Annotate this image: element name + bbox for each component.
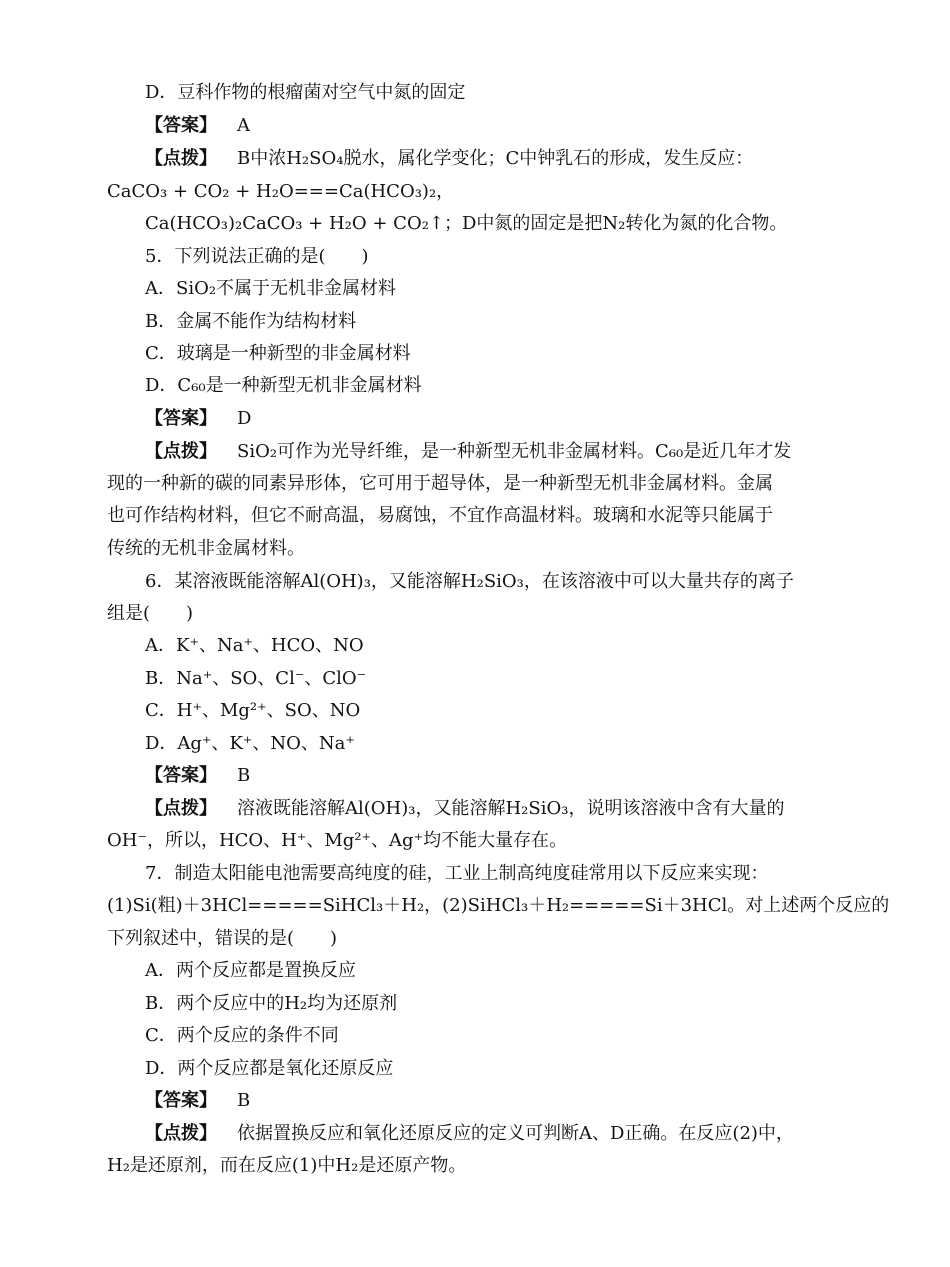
option-5c: C．玻璃是一种新型的非金属材料 (145, 343, 411, 364)
hint-text: SiO₂可作为光导纤维，是一种新型无机非金属材料。C₆₀是近几年才发 (237, 441, 792, 462)
hint-label: 【点拨】 (145, 1123, 217, 1144)
question-7-line2: (1)Si(粗)＋3HCl=====SiHCl₃＋H₂，(2)SiHCl₃＋H₂=====Si＋3HCl。对上述两个反应的 (107, 895, 890, 916)
hint-6-line1 (145, 796, 784, 822)
option-7c: C．两个反应的条件不同 (145, 1025, 339, 1046)
hint-text: 依据置换反应和氧化还原反应的定义可判断A、D正确。在反应(2)中， (237, 1123, 794, 1144)
question-5: 5．下列说法正确的是( ) (145, 246, 369, 267)
hint-text: B中浓H₂SO₄脱水，属化学变化；C中钟乳石的形成，发生反应： (237, 148, 754, 169)
hint-7-line1 (145, 1121, 794, 1147)
answer-label: 【答案】 (145, 408, 217, 429)
hint-7-line2: H₂是还原剂，而在反应(1)中H₂是还原产物。 (107, 1155, 467, 1176)
hint-5-line3: 也可作结构材料，但它不耐高温，易腐蚀，不宜作高温材料。玻璃和水泥等只能属于 (107, 505, 773, 526)
option-4d: D．豆科作物的根瘤菌对空气中氮的固定 (145, 82, 466, 103)
answer-label: 【答案】 (145, 765, 217, 786)
answer-value: D (237, 408, 252, 429)
hint-4-line1 (145, 146, 753, 172)
answer-label: 【答案】 (145, 115, 217, 136)
hint-5-line1 (145, 439, 791, 465)
answer-4 (145, 113, 250, 139)
answer-5 (145, 406, 251, 432)
answer-value: B (237, 765, 251, 786)
hint-label: 【点拨】 (145, 441, 217, 462)
answer-6 (145, 763, 250, 789)
question-6-line2: 组是( ) (107, 603, 194, 624)
option-7a: A．两个反应都是置换反应 (145, 960, 356, 981)
hint-4-line3: Ca(HCO₃)₂CaCO₃ + H₂O + CO₂↑；D中氮的固定是把N₂转化为氮的化合物。 (145, 213, 788, 234)
option-5d: D．C₆₀是一种新型无机非金属材料 (145, 375, 422, 396)
option-5a: A．SiO₂不属于无机非金属材料 (145, 278, 397, 299)
hint-label: 【点拨】 (145, 798, 217, 819)
option-6d: D．Ag⁺、K⁺、NO、Na⁺ (145, 733, 355, 754)
hint-text: 溶液既能溶解Al(OH)₃，又能溶解H₂SiO₃，说明该溶液中含有大量的 (237, 798, 785, 819)
answer-value: A (237, 115, 250, 136)
hint-6-line2: OH⁻，所以，HCO、H⁺、Mg²⁺、Ag⁺均不能大量存在。 (107, 830, 568, 851)
option-7b: B．两个反应中的H₂均为还原剂 (145, 993, 398, 1014)
hint-5-line2: 现的一种新的碳的同素异形体，它可用于超导体，是一种新型无机非金属材料。金属 (107, 473, 773, 494)
hint-4-line2: CaCO₃ + CO₂ + H₂O===Ca(HCO₃)₂， (107, 181, 455, 202)
option-6a: A．K⁺、Na⁺、HCO、NO (145, 635, 364, 656)
option-5b: B．金属不能作为结构材料 (145, 311, 357, 332)
question-7-line3: 下列叙述中，错误的是( ) (107, 928, 338, 949)
option-7d: D．两个反应都是氧化还原反应 (145, 1058, 394, 1079)
hint-5-line4: 传统的无机非金属材料。 (107, 538, 305, 559)
answer-value: B (237, 1090, 251, 1111)
hint-label: 【点拨】 (145, 148, 217, 169)
question-7-line1: 7．制造太阳能电池需要高纯度的硅，工业上制高纯度硅常用以下反应来实现： (145, 863, 769, 884)
option-6c: C．H⁺、Mg²⁺、SO、NO (145, 700, 361, 721)
answer-label: 【答案】 (145, 1090, 217, 1111)
option-6b: B．Na⁺、SO、Cl⁻、ClO⁻ (145, 668, 367, 689)
question-6-line1: 6．某溶液既能溶解Al(OH)₃，又能溶解H₂SiO₃，在该溶液中可以大量共存的离子 (145, 571, 794, 592)
answer-7 (145, 1088, 250, 1114)
